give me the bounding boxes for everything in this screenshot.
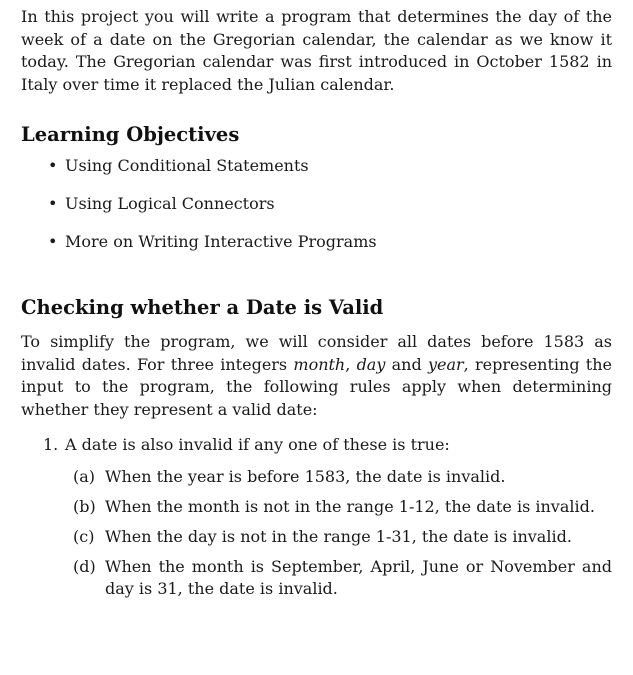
term-year: year [427,354,464,374]
condition-text: When the month is not in the range 1-12, the date is invalid. [105,497,595,516]
learning-objectives-heading: Learning Objectives [21,123,240,146]
condition-marker: (c) [73,527,95,546]
condition-text: When the month is September, April, June or November and day is 31, the date is invalid. [105,557,612,598]
objective-text: Using Conditional Statements [65,156,309,175]
separator: and [385,354,428,374]
conditions-list [65,466,612,600]
condition-marker: (d) [73,557,96,576]
bullet-icon: • [48,156,58,175]
validity-paragraph [21,331,612,421]
condition-text: When the year is before 1583, the date is invalid. [105,467,506,486]
rule-text: A date is also invalid if any one of these is true: [65,435,450,454]
condition-item [65,556,612,600]
list-item [21,193,612,231]
condition-item [65,466,612,488]
list-item [21,155,612,193]
rule-number: 1. [43,435,59,454]
rules-list [21,434,612,600]
term-day: day [356,354,386,374]
date-validity-heading: Checking whether a Date is Valid [21,296,384,319]
objective-text: More on Writing Interactive Programs [65,232,377,251]
objectives-list [21,155,612,269]
rule-item [21,434,612,600]
bullet-icon: • [48,232,58,251]
list-item [21,231,612,269]
paragraph-text: To simplify the program, we will consider all dates before 1583 as invalid dates. For three integers [21,332,612,374]
separator: , [345,354,357,374]
term-month: month [293,354,346,374]
intro-paragraph: In this project you will write a program that determines the day of the week of a date on the Gregorian calendar, the calendar as we know it today. The Gregorian calendar was first introduced in October 1582 in Italy over time it replaced the Julian calendar. [21,7,612,94]
document-page [21,6,612,608]
condition-text: When the day is not in the range 1-31, the date is invalid. [105,527,572,546]
paragraph-text: , representing the input to the program, the following rules apply when determining whether they represent a valid date: [21,354,612,419]
objective-text: Using Logical Connectors [65,194,275,213]
bullet-icon: • [48,194,58,213]
condition-item [65,496,612,518]
condition-item [65,526,612,548]
condition-marker: (b) [73,497,96,516]
condition-marker: (a) [73,467,96,486]
